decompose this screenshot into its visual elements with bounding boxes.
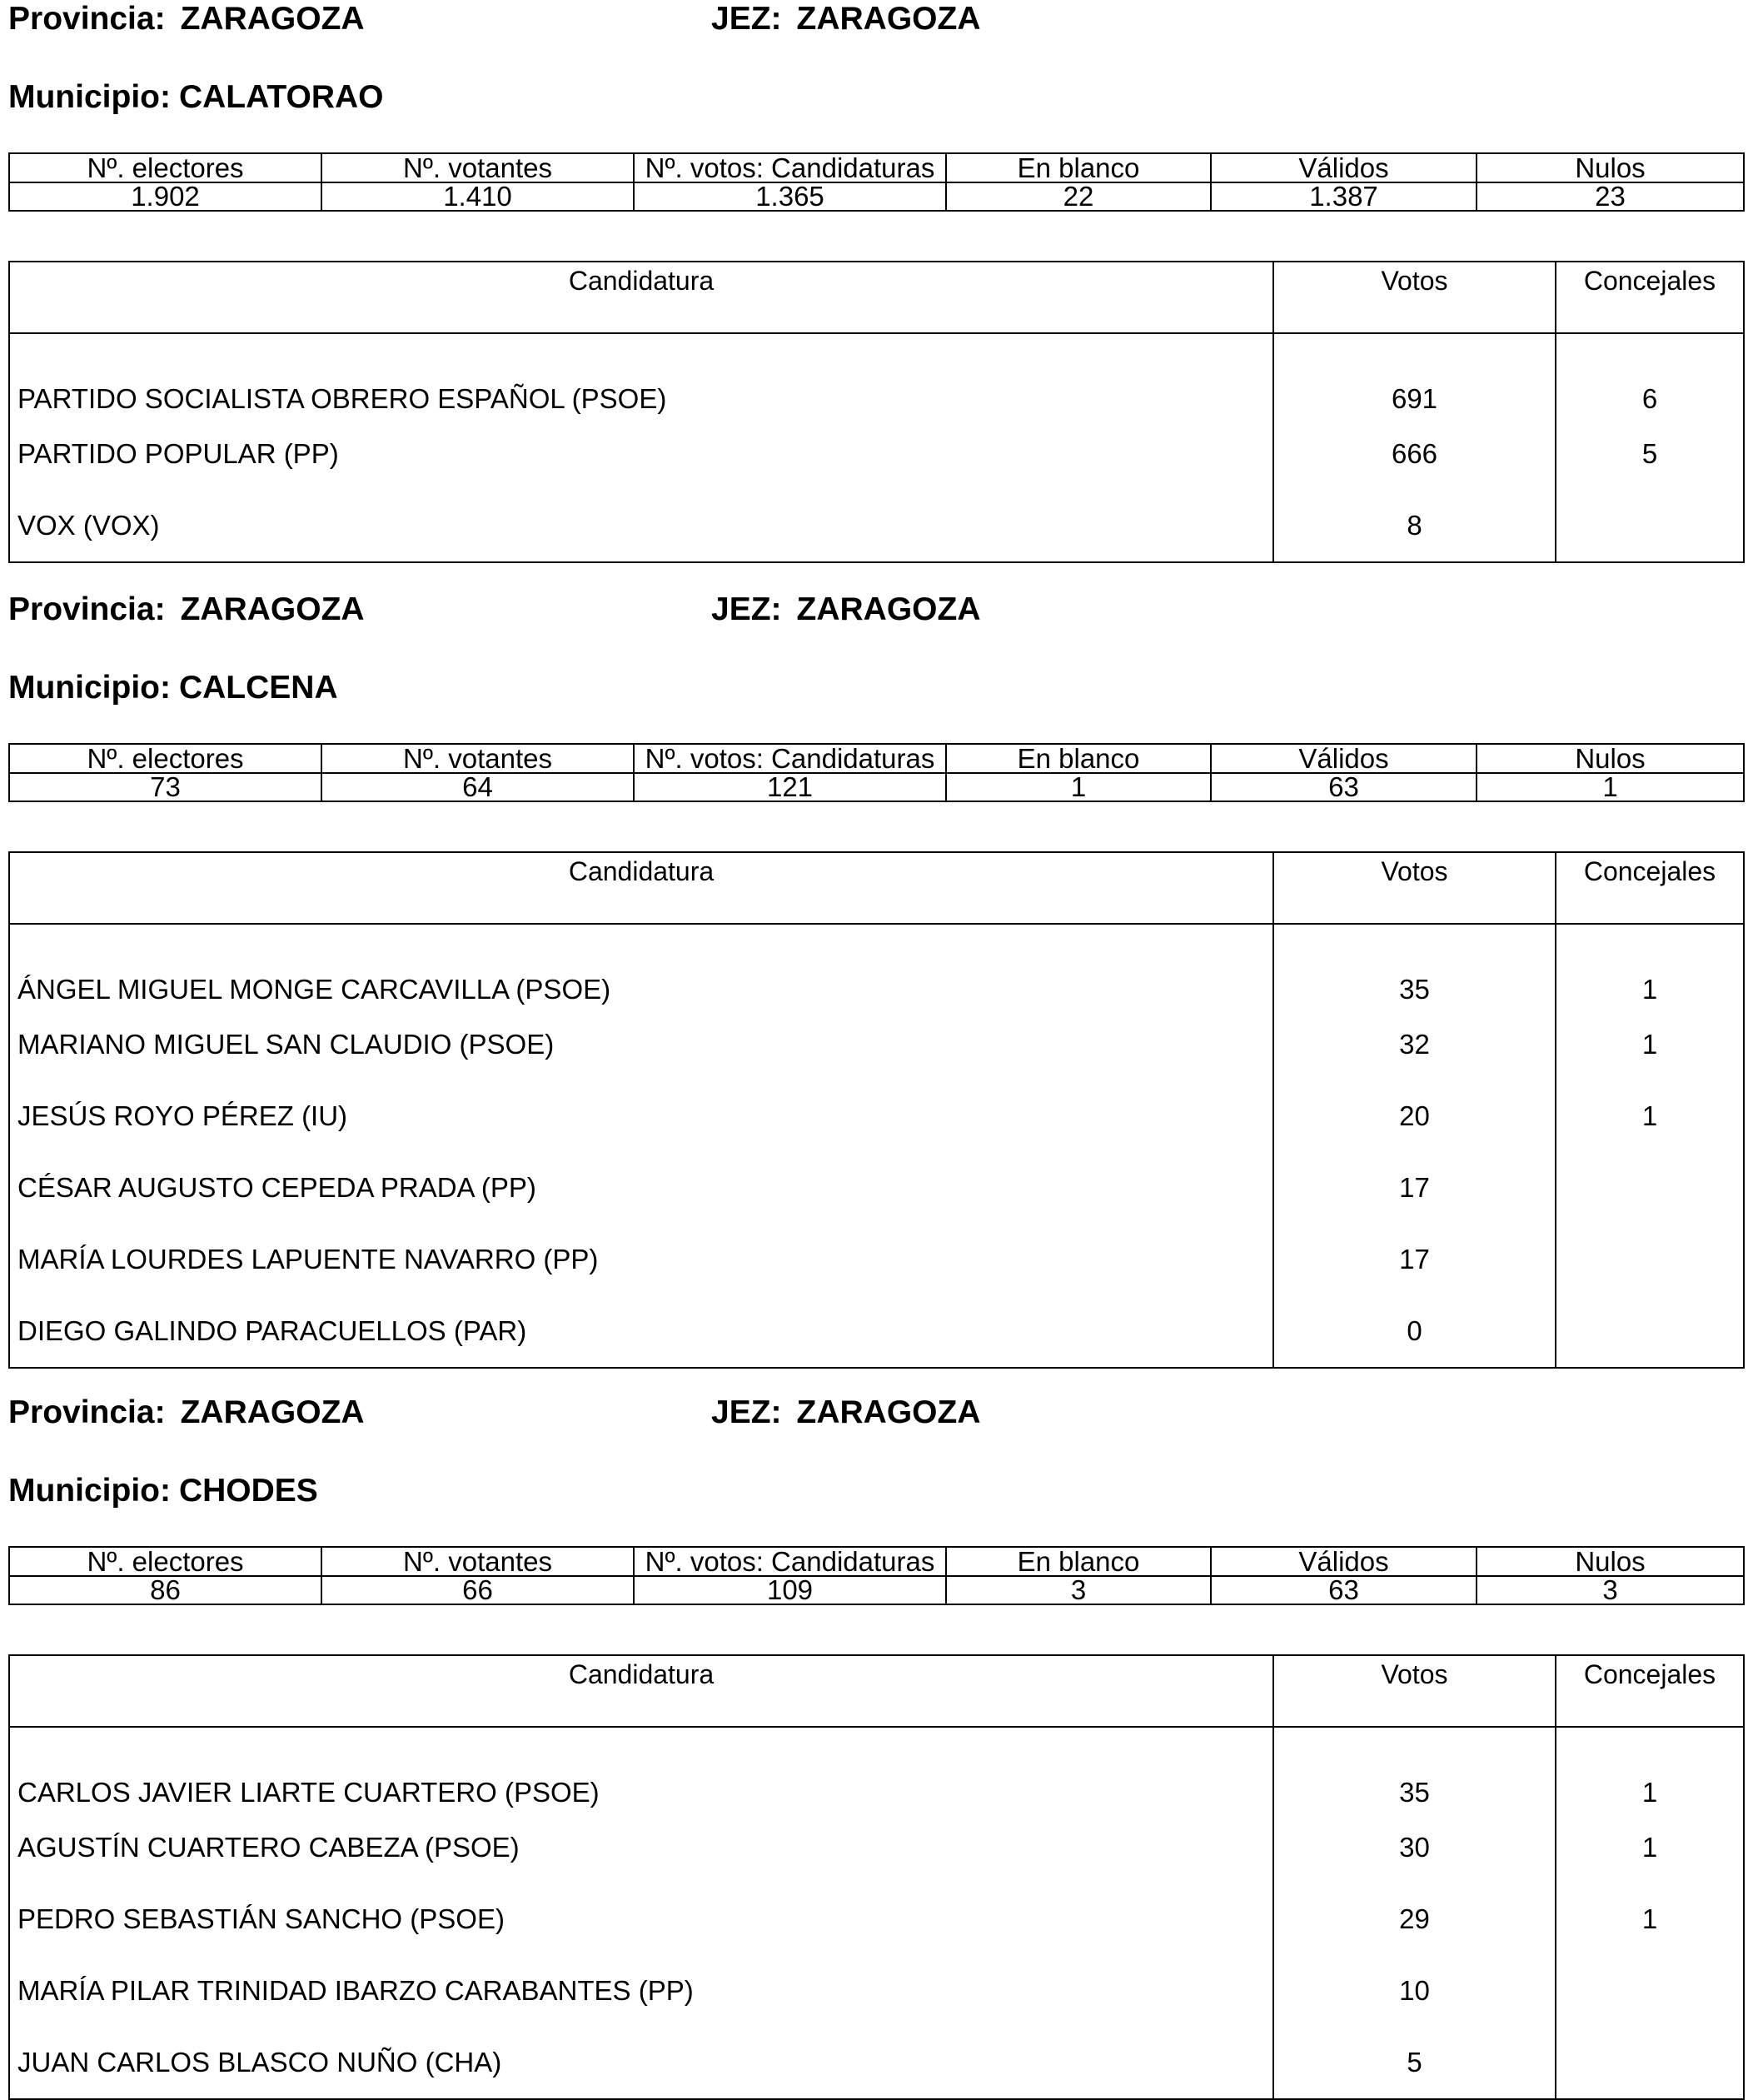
provincia-value: ZARAGOZA	[180, 591, 365, 627]
candidate-row	[9, 490, 1744, 562]
candidate-votes: 30	[1273, 1812, 1556, 1883]
stats-value-row	[9, 1576, 1744, 1604]
municipio-header	[8, 1472, 318, 1510]
candidate-row	[9, 1224, 1744, 1295]
candidate-row	[9, 1883, 1744, 1955]
municipio-label: Municipio:	[8, 1473, 171, 1509]
candidates-header-row	[9, 1655, 1744, 1727]
candidate-concejales: 6	[1556, 333, 1744, 418]
stats-value-cell: 1	[946, 773, 1211, 801]
candidate-concejales: 1	[1556, 1009, 1744, 1080]
candidate-name: MARIANO MIGUEL SAN CLAUDIO (PSOE)	[9, 1009, 1273, 1080]
candidate-name: MARÍA LOURDES LAPUENTE NAVARRO (PP)	[9, 1224, 1273, 1295]
municipio-header	[8, 78, 384, 117]
candidate-concejales	[1556, 1152, 1744, 1224]
stats-value-cell: 109	[634, 1576, 946, 1604]
candidate-votes: 691	[1273, 333, 1556, 418]
candidate-votes: 666	[1273, 418, 1556, 490]
stats-header-row	[9, 153, 1744, 182]
candidate-row	[9, 1152, 1744, 1224]
stats-header-cell: Válidos	[1211, 1547, 1477, 1576]
stats-header-row	[9, 744, 1744, 773]
stats-table	[8, 743, 1745, 802]
candidate-row	[9, 1955, 1744, 2027]
candidate-name: PARTIDO SOCIALISTA OBRERO ESPAÑOL (PSOE)	[9, 333, 1273, 418]
votos-header: Votos	[1273, 852, 1556, 924]
candidate-name: VOX (VOX)	[9, 490, 1273, 562]
candidatura-header: Candidatura	[9, 852, 1273, 924]
stats-value-cell: 66	[321, 1576, 634, 1604]
candidates-header-row	[9, 852, 1744, 924]
candidate-votes: 17	[1273, 1224, 1556, 1295]
concejales-header: Concejales	[1556, 852, 1744, 924]
votos-header: Votos	[1273, 262, 1556, 333]
candidate-row	[9, 333, 1744, 418]
candidates-table	[8, 1654, 1745, 2100]
candidate-votes: 17	[1273, 1152, 1556, 1224]
candidate-concejales: 1	[1556, 1883, 1744, 1955]
jez-label: JEZ:	[711, 1394, 782, 1430]
stats-value-cell: 64	[321, 773, 634, 801]
candidates-table	[8, 851, 1745, 1369]
candidate-votes: 35	[1273, 1727, 1556, 1812]
stats-value-cell: 1.902	[9, 182, 321, 211]
stats-value-cell: 1.387	[1211, 182, 1477, 211]
provincia-label: Provincia:	[8, 591, 166, 627]
jez-header	[711, 591, 981, 629]
stats-header-cell: Nº. votantes	[321, 1547, 634, 1576]
concejales-header: Concejales	[1556, 1655, 1744, 1727]
stats-value-cell: 1.365	[634, 182, 946, 211]
stats-header-cell: En blanco	[946, 1547, 1211, 1576]
candidate-name: PEDRO SEBASTIÁN SANCHO (PSOE)	[9, 1883, 1273, 1955]
candidate-concejales: 1	[1556, 1727, 1744, 1812]
stats-header-cell: Nº. votantes	[321, 744, 634, 773]
stats-table	[8, 152, 1745, 212]
jez-label: JEZ:	[711, 591, 782, 627]
municipio-value: CALCENA	[178, 670, 338, 706]
candidate-votes: 10	[1273, 1955, 1556, 2027]
stats-header-cell: Nulos	[1477, 153, 1744, 182]
candidate-row	[9, 1295, 1744, 1368]
candidate-concejales	[1556, 1295, 1744, 1368]
stats-header-cell: En blanco	[946, 153, 1211, 182]
stats-header-cell: Nº. electores	[9, 153, 321, 182]
provincia-header	[8, 0, 365, 38]
stats-value-cell: 1	[1477, 773, 1744, 801]
municipio-value: CHODES	[178, 1473, 318, 1509]
stats-header-cell: Nº. votos: Candidaturas	[634, 153, 946, 182]
provincia-label: Provincia:	[8, 1394, 166, 1430]
stats-value-cell: 3	[1477, 1576, 1744, 1604]
municipio-header	[8, 669, 338, 707]
candidatura-header: Candidatura	[9, 262, 1273, 333]
stats-header-cell: Nº. electores	[9, 1547, 321, 1576]
stats-header-cell: Nº. votos: Candidaturas	[634, 744, 946, 773]
candidate-row	[9, 2027, 1744, 2099]
stats-value-cell: 73	[9, 773, 321, 801]
municipio-label: Municipio:	[8, 670, 171, 706]
candidate-votes: 20	[1273, 1080, 1556, 1152]
stats-header-cell: Nº. electores	[9, 744, 321, 773]
stats-value-cell: 23	[1477, 182, 1744, 211]
stats-header-row	[9, 1547, 1744, 1576]
stats-table	[8, 1546, 1745, 1605]
candidate-votes: 8	[1273, 490, 1556, 562]
candidate-votes: 32	[1273, 1009, 1556, 1080]
candidate-name: DIEGO GALINDO PARACUELLOS (PAR)	[9, 1295, 1273, 1368]
candidate-concejales	[1556, 490, 1744, 562]
candidate-votes: 5	[1273, 2027, 1556, 2099]
candidate-concejales	[1556, 2027, 1744, 2099]
candidate-row	[9, 1009, 1744, 1080]
candidate-name: CÉSAR AUGUSTO CEPEDA PRADA (PP)	[9, 1152, 1273, 1224]
stats-value-row	[9, 773, 1744, 801]
candidate-name: CARLOS JAVIER LIARTE CUARTERO (PSOE)	[9, 1727, 1273, 1812]
stats-header-cell: Válidos	[1211, 153, 1477, 182]
provincia-header	[8, 591, 365, 629]
provincia-value: ZARAGOZA	[180, 1394, 365, 1430]
stats-header-cell: Nulos	[1477, 1547, 1744, 1576]
candidate-concejales: 1	[1556, 1080, 1744, 1152]
candidate-votes: 0	[1273, 1295, 1556, 1368]
jez-label: JEZ:	[711, 1, 782, 37]
candidates-table	[8, 261, 1745, 563]
candidate-row	[9, 1727, 1744, 1812]
jez-value: ZARAGOZA	[796, 591, 981, 627]
candidate-row	[9, 418, 1744, 490]
stats-header-cell: En blanco	[946, 744, 1211, 773]
candidate-name: MARÍA PILAR TRINIDAD IBARZO CARABANTES (PP)	[9, 1955, 1273, 2027]
stats-value-cell: 121	[634, 773, 946, 801]
stats-header-cell: Nulos	[1477, 744, 1744, 773]
candidate-name: ÁNGEL MIGUEL MONGE CARCAVILLA (PSOE)	[9, 924, 1273, 1009]
candidate-name: JUAN CARLOS BLASCO NUÑO (CHA)	[9, 2027, 1273, 2099]
concejales-header: Concejales	[1556, 262, 1744, 333]
candidate-name: PARTIDO POPULAR (PP)	[9, 418, 1273, 490]
candidate-row	[9, 1080, 1744, 1152]
jez-header	[711, 0, 981, 38]
candidate-votes: 35	[1273, 924, 1556, 1009]
jez-value: ZARAGOZA	[796, 1394, 981, 1430]
candidate-concejales: 1	[1556, 924, 1744, 1009]
candidates-header-row	[9, 262, 1744, 333]
stats-value-cell: 63	[1211, 773, 1477, 801]
candidate-concejales	[1556, 1224, 1744, 1295]
stats-value-row	[9, 182, 1744, 211]
candidate-concejales: 5	[1556, 418, 1744, 490]
municipio-value: CALATORAO	[178, 79, 384, 115]
stats-value-cell: 1.410	[321, 182, 634, 211]
provincia-value: ZARAGOZA	[180, 1, 365, 37]
candidate-name: JESÚS ROYO PÉREZ (IU)	[9, 1080, 1273, 1152]
jez-value: ZARAGOZA	[796, 1, 981, 37]
votos-header: Votos	[1273, 1655, 1556, 1727]
candidate-votes: 29	[1273, 1883, 1556, 1955]
municipio-label: Municipio:	[8, 79, 171, 115]
stats-value-cell: 63	[1211, 1576, 1477, 1604]
stats-header-cell: Nº. votos: Candidaturas	[634, 1547, 946, 1576]
candidatura-header: Candidatura	[9, 1655, 1273, 1727]
provincia-header	[8, 1394, 365, 1432]
candidate-row	[9, 1812, 1744, 1883]
stats-header-cell: Válidos	[1211, 744, 1477, 773]
stats-value-cell: 3	[946, 1576, 1211, 1604]
jez-header	[711, 1394, 981, 1432]
candidate-concejales: 1	[1556, 1812, 1744, 1883]
stats-value-cell: 22	[946, 182, 1211, 211]
candidate-concejales	[1556, 1955, 1744, 2027]
candidate-row	[9, 924, 1744, 1009]
provincia-label: Provincia:	[8, 1, 166, 37]
candidate-name: AGUSTÍN CUARTERO CABEZA (PSOE)	[9, 1812, 1273, 1883]
stats-value-cell: 86	[9, 1576, 321, 1604]
stats-header-cell: Nº. votantes	[321, 153, 634, 182]
